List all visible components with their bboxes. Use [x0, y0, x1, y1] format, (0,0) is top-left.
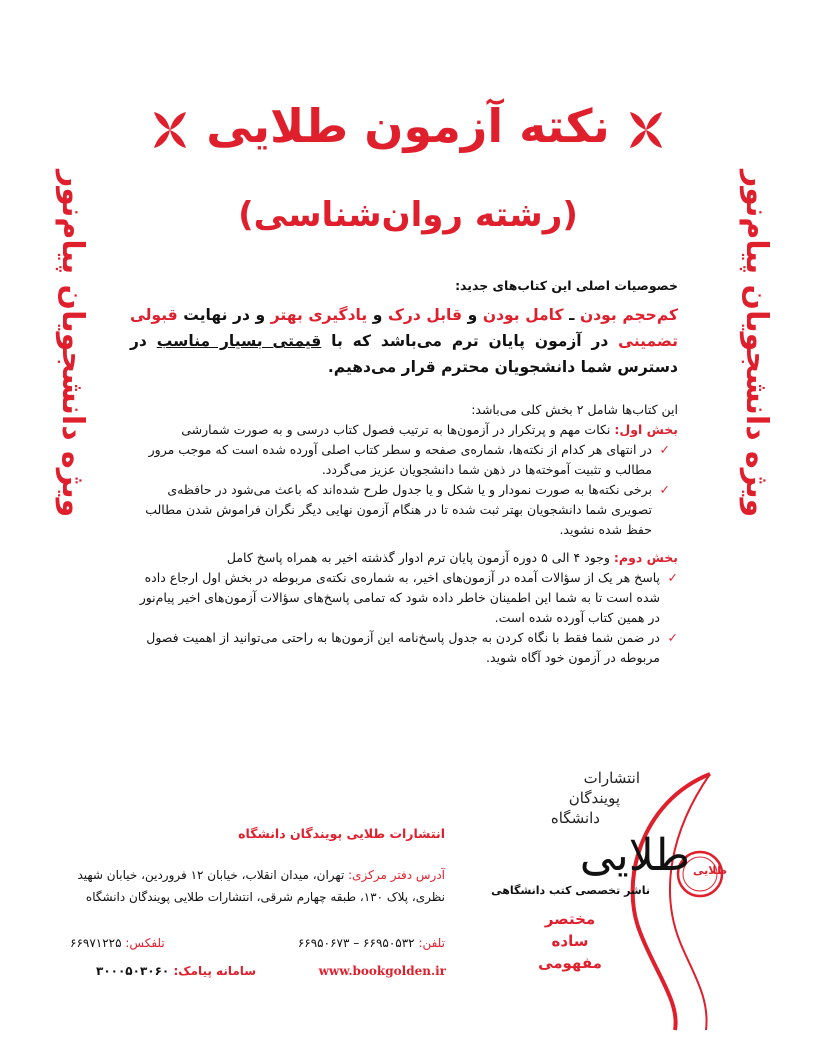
logo-stamp-text: طلایی	[693, 864, 727, 877]
address-text: تهران، میدان انقلاب، خیابان ۱۲ فروردین، خیابان شهید نظری، پلاک ۱۳۰، طبقه چهارم شرقی، انتشارات طلایی پویندگان دانشگاه	[77, 868, 445, 904]
page-subtitle: (رشته روان‌شناسی)	[238, 195, 578, 235]
part2-label: بخش دوم:	[613, 550, 678, 565]
part1-label: بخش اول:	[614, 422, 678, 437]
checkmark-icon: ✓	[667, 570, 678, 585]
phones-row	[70, 936, 445, 950]
publisher-name: انتشارات طلایی پویندگان دانشگاه	[238, 826, 445, 841]
logo-text-1: انتشارات	[583, 769, 640, 787]
address-block	[70, 864, 445, 908]
logo-text-2: پویندگان	[568, 789, 620, 807]
list-item	[130, 440, 670, 480]
list-item	[130, 628, 678, 668]
text-line2b: در دسترس شما دانشجویان محترم قرار می‌دهیم.	[130, 332, 678, 376]
tagline-item: ساده	[551, 932, 589, 950]
feature-guaranteed-pass: قبولی تضمینی	[130, 306, 678, 350]
text-line2a: در آزمون پایان ترم می‌باشد که با	[321, 332, 619, 350]
floral-ornament-icon	[150, 110, 190, 150]
features-paragraph	[130, 302, 678, 380]
features-heading: خصوصیات اصلی این کتاب‌های جدید:	[455, 278, 678, 293]
checkmark-icon: ✓	[667, 630, 678, 645]
fax-label: تلفکس:	[125, 936, 165, 950]
phone-label: تلفن:	[418, 936, 445, 950]
sms-label: سامانه پیامک:	[173, 964, 257, 978]
tagline-item: مختصر	[544, 910, 596, 928]
side-label-right: ویژه دانشجویان پیام‌نور	[739, 170, 774, 518]
side-label-left: ویژه دانشجویان پیام‌نور	[55, 170, 90, 518]
checkmark-icon: ✓	[659, 442, 670, 457]
tagline	[500, 908, 640, 974]
feature-better-learning: یادگیری بهتر	[270, 306, 368, 324]
list-item-text: در انتهای هر کدام از نکته‌ها، شماره‌ی صفحه و سطر کتاب اصلی آورده شده است که موجب مرور مطالب و تثبیت آموخته‌ها در ذهن شما دانشجویان عزیز می‌گردد.	[148, 442, 652, 477]
fax-value: ۶۶۹۷۱۲۲۵	[70, 936, 126, 950]
phone-value: ۶۶۹۵۰۵۳۲ – ۶۶۹۵۰۶۷۳	[297, 936, 419, 950]
tagline-item: مفهومی	[538, 954, 602, 972]
price-underlined: قیمتی بسیار مناسب	[156, 332, 322, 350]
feature-complete: کامل بودن	[482, 306, 564, 324]
main-content	[130, 276, 678, 668]
feature-understandable: قابل درک	[388, 306, 463, 324]
logo-small-text	[500, 768, 650, 828]
list-item-text: پاسخ هر یک از سؤالات آمده در آزمون‌های اخیر، به شماره‌ی نکته‌ی مربوطه در بخش اول ارجاع داده شده است تا به شما این اطمینان خاطر داده شود که تمامی پاسخ‌های سؤالات آزمون‌های اخیر پیام‌نور در همین کتاب آورده شده است.	[139, 570, 660, 625]
publisher-tag: ناشر تخصصی کتب دانشگاهی	[491, 884, 650, 897]
part2-line	[130, 548, 678, 568]
sms-value: ۳۰۰۰۵۰۳۰۶۰	[96, 964, 174, 978]
floral-ornament-icon	[626, 110, 666, 150]
part2-text: وجود ۴ الی ۵ دوره آزمون پایان ترم ادوار گذشته اخیر به همراه پاسخ کامل	[226, 550, 614, 565]
logo-brand: طلایی	[579, 830, 690, 881]
logo-text-3: دانشگاه	[550, 809, 600, 827]
address-label: آدرس دفتر مرکزی:	[348, 868, 445, 882]
list-item-text: در ضمن شما فقط با نگاه کردن به جدول پاسخ‌نامه این آزمون‌ها به راحتی می‌توانید از اهمیت فصول مربوطه در آزمون خود آگاه شوید.	[146, 630, 660, 665]
sms-row	[96, 964, 276, 978]
part1-text: نکات مهم و پرتکرار در آزمون‌ها به ترتیب فصول کتاب درسی و به صورت شمارشی	[181, 422, 615, 437]
main-title: نکته آزمون طلایی	[206, 99, 610, 153]
website-link[interactable]: www.bookgolden.ir	[318, 964, 446, 978]
phone-group	[298, 936, 445, 950]
text-dash: ـ	[563, 306, 580, 324]
fax-group	[70, 936, 165, 950]
checkmark-icon: ✓	[659, 482, 670, 497]
text-mid: و در نهایت	[177, 306, 271, 324]
feature-compact: کم‌حجم بودن	[580, 306, 678, 324]
list-item-text: برخی نکته‌ها به صورت نمودار و یا شکل و یا جدول طرح شده‌اند که باعث می‌شود در حافظه‌ی تصویری شما دانشجویان بهتر ثبت شده تا در هنگام آزمون نهایی دیگر نگران فراموش شدن مطالب حفظ شده نشوید.	[145, 482, 652, 537]
part1-line	[130, 420, 678, 440]
text-and: و	[462, 306, 483, 324]
text-and: و	[367, 306, 389, 324]
list-item	[130, 480, 670, 540]
page-title-row	[120, 96, 696, 156]
structure-heading: این کتاب‌ها شامل ۲ بخش کلی می‌باشد:	[471, 402, 678, 417]
list-item	[130, 568, 678, 628]
